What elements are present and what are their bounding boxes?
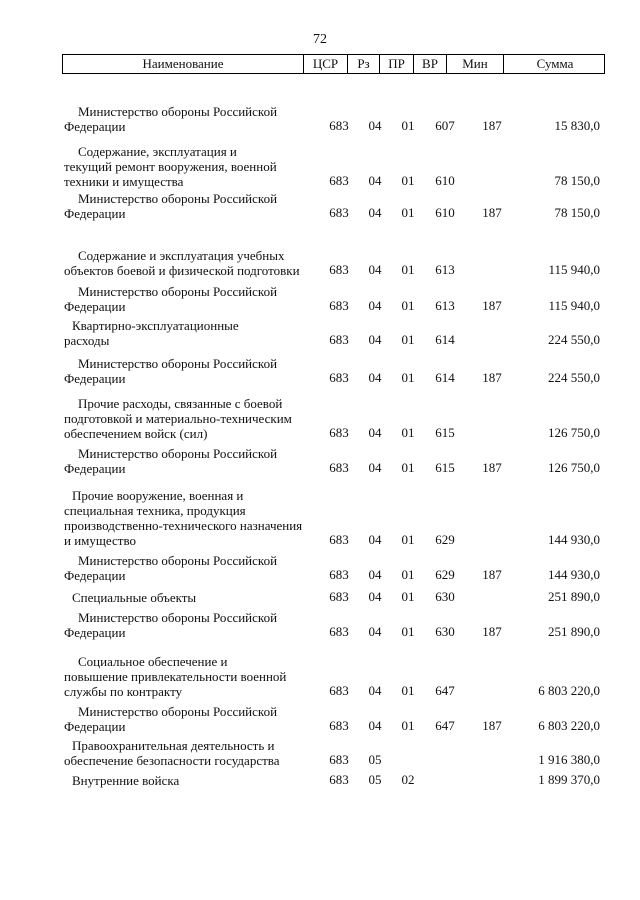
row-name-first-line: Специальные объекты — [72, 590, 197, 605]
table-row — [0, 96, 640, 134]
cell-rz: 04 — [368, 718, 382, 733]
row-name — [64, 356, 306, 386]
cell-rz: 05 — [368, 772, 382, 787]
cell-csr: 683 — [329, 460, 349, 475]
cell-csr: 683 — [329, 298, 349, 313]
cell-vr: 607 — [435, 118, 455, 133]
row-name-first-line: Министерство обороны Российской — [78, 191, 278, 206]
table-row — [0, 314, 640, 348]
row-name — [64, 488, 306, 548]
table-row — [0, 583, 640, 605]
cell-sum: 6 803 220,0 — [538, 683, 600, 698]
cell-csr: 683 — [329, 624, 349, 639]
cell-sum: 126 750,0 — [548, 460, 600, 475]
cell-vr: 615 — [435, 460, 455, 475]
cell-min: 187 — [482, 718, 502, 733]
row-name-rest: Федерации — [64, 719, 126, 734]
cell-csr: 683 — [329, 532, 349, 547]
cell-pr: 01 — [401, 205, 415, 220]
table-row — [0, 440, 640, 476]
row-name — [64, 704, 306, 734]
cell-vr: 647 — [435, 718, 455, 733]
cell-sum: 78 150,0 — [554, 173, 600, 188]
cell-vr: 629 — [435, 532, 455, 547]
row-name-first-line: Министерство обороны Российской — [78, 356, 278, 371]
cell-pr: 01 — [401, 683, 415, 698]
row-name — [64, 104, 306, 134]
cell-pr: 01 — [401, 298, 415, 313]
cell-vr: 647 — [435, 683, 455, 698]
cell-sum: 1 899 370,0 — [538, 772, 600, 787]
cell-rz: 04 — [368, 118, 382, 133]
cell-pr: 01 — [401, 589, 415, 604]
cell-pr: 01 — [401, 262, 415, 277]
cell-vr: 610 — [435, 205, 455, 220]
cell-vr — [428, 772, 462, 788]
row-name-first-line: Содержание, эксплуатация и — [78, 144, 237, 159]
header-min: Мин — [447, 55, 504, 73]
cell-vr: 614 — [435, 332, 455, 347]
cell-pr: 01 — [401, 332, 415, 347]
cell-csr: 683 — [329, 332, 349, 347]
row-name — [64, 773, 306, 788]
cell-csr: 683 — [329, 262, 349, 277]
row-name-rest: Федерации — [64, 206, 126, 221]
header-csr: ЦСР — [304, 55, 348, 73]
table-header — [62, 54, 605, 74]
row-name-rest: Федерации — [64, 299, 126, 314]
row-name-rest: повышение привлекательности военной службы по контракту — [64, 669, 287, 699]
cell-vr: 613 — [435, 262, 455, 277]
cell-min: 187 — [482, 118, 502, 133]
cell-csr: 683 — [329, 173, 349, 188]
table-row — [0, 644, 640, 699]
cell-sum: 78 150,0 — [554, 205, 600, 220]
row-name — [64, 396, 306, 441]
page-number: 72 — [313, 32, 327, 47]
table-row — [0, 227, 640, 278]
row-name-first-line: Содержание и эксплуатация учебных — [78, 248, 285, 263]
cell-rz: 04 — [368, 460, 382, 475]
row-name — [64, 284, 306, 314]
row-name — [64, 191, 306, 221]
row-name-rest: Федерации — [64, 119, 126, 134]
cell-csr: 683 — [329, 370, 349, 385]
cell-min: 187 — [482, 460, 502, 475]
row-name — [64, 610, 306, 640]
row-name-first-line: Министерство обороны Российской — [78, 610, 278, 625]
cell-vr: 615 — [435, 425, 455, 440]
cell-pr: 01 — [401, 532, 415, 547]
cell-sum: 115 940,0 — [548, 262, 600, 277]
header-name: Наименование — [63, 55, 304, 73]
cell-sum: 6 803 220,0 — [538, 718, 600, 733]
cell-rz: 04 — [368, 370, 382, 385]
cell-min: 187 — [482, 370, 502, 385]
table-row — [0, 390, 640, 441]
header-vr: ВР — [414, 55, 447, 73]
row-name-first-line: Социальное обеспечение и — [78, 654, 228, 669]
cell-csr: 683 — [329, 772, 349, 787]
table-row — [0, 138, 640, 189]
cell-pr: 02 — [401, 772, 415, 787]
cell-csr: 683 — [329, 589, 349, 604]
cell-sum: 126 750,0 — [548, 425, 600, 440]
cell-csr: 683 — [329, 683, 349, 698]
row-name-rest: расходы — [64, 333, 110, 348]
cell-sum: 1 916 380,0 — [538, 752, 600, 767]
cell-min: 187 — [482, 567, 502, 582]
row-name-rest: Федерации — [64, 461, 126, 476]
cell-min: 187 — [482, 205, 502, 220]
cell-rz: 04 — [368, 332, 382, 347]
row-name-first-line: Министерство обороны Российской — [78, 446, 278, 461]
cell-pr: 01 — [401, 118, 415, 133]
row-name-first-line: Министерство обороны Российской — [78, 104, 278, 119]
cell-vr: 630 — [435, 624, 455, 639]
row-name — [64, 553, 306, 583]
cell-vr: 610 — [435, 173, 455, 188]
header-pr: ПР — [380, 55, 414, 73]
header-sum: Сумма — [536, 56, 574, 71]
cell-rz: 04 — [368, 567, 382, 582]
cell-rz: 04 — [368, 298, 382, 313]
cell-rz: 05 — [368, 752, 382, 767]
row-name-rest: Федерации — [64, 625, 126, 640]
cell-vr: 613 — [435, 298, 455, 313]
cell-csr: 683 — [329, 425, 349, 440]
row-name-rest: Федерации — [64, 568, 126, 583]
cell-csr: 683 — [329, 567, 349, 582]
table-row — [0, 732, 640, 768]
row-name — [64, 654, 306, 699]
row-name-first-line: Прочие вооружение, военная и — [72, 488, 244, 503]
cell-rz: 04 — [368, 624, 382, 639]
cell-rz: 04 — [368, 532, 382, 547]
cell-sum: 144 930,0 — [548, 532, 600, 547]
cell-pr: 01 — [401, 567, 415, 582]
cell-pr: 01 — [401, 370, 415, 385]
cell-sum: 15 830,0 — [554, 118, 600, 133]
cell-rz: 04 — [368, 173, 382, 188]
row-name-first-line: Прочие расходы, связанные с боевой — [78, 396, 283, 411]
table-row — [0, 480, 640, 548]
cell-pr: 01 — [401, 173, 415, 188]
row-name-rest: текущий ремонт вооружения, военной техники и имущества — [64, 159, 277, 189]
row-name — [64, 248, 306, 278]
row-name-rest: обеспечение безопасности государства — [64, 753, 280, 768]
row-name-rest: Федерации — [64, 371, 126, 386]
cell-sum: 224 550,0 — [548, 370, 600, 385]
cell-pr: 01 — [401, 718, 415, 733]
table-row — [0, 187, 640, 221]
header-rz: Рз — [348, 55, 380, 73]
cell-rz: 04 — [368, 425, 382, 440]
row-name — [64, 446, 306, 476]
cell-csr: 683 — [329, 752, 349, 767]
cell-pr: 01 — [401, 425, 415, 440]
cell-sum: 224 550,0 — [548, 332, 600, 347]
row-name-first-line: Министерство обороны Российской — [78, 284, 278, 299]
row-name — [64, 318, 306, 348]
table-row — [0, 603, 640, 640]
cell-min: 187 — [482, 298, 502, 313]
row-name-first-line: Министерство обороны Российской — [78, 704, 278, 719]
row-name-rest: специальная техника, продукция производственно-технического назначения и имущество — [64, 503, 303, 548]
row-name-rest: объектов боевой и физической подготовки — [64, 263, 300, 278]
row-name-first-line: Правоохранительная деятельность и — [72, 738, 275, 753]
cell-vr: 614 — [435, 370, 455, 385]
table-row — [0, 350, 640, 386]
row-name — [64, 144, 306, 189]
cell-pr: 01 — [401, 460, 415, 475]
cell-sum: 251 890,0 — [548, 589, 600, 604]
row-name-rest: подготовкой и материально-техническим обеспечением войск (сил) — [64, 411, 292, 441]
cell-vr: 629 — [435, 567, 455, 582]
row-name-first-line: Квартирно-эксплуатационные — [72, 318, 239, 333]
cell-csr: 683 — [329, 118, 349, 133]
row-name-first-line: Внутренние войска — [72, 773, 180, 788]
cell-sum: 251 890,0 — [548, 624, 600, 639]
cell-rz: 04 — [368, 262, 382, 277]
table-row — [0, 764, 640, 788]
cell-pr: 01 — [401, 624, 415, 639]
cell-sum: 115 940,0 — [548, 298, 600, 313]
cell-vr: 630 — [435, 589, 455, 604]
table-row — [0, 280, 640, 314]
cell-min: 187 — [482, 624, 502, 639]
cell-sum: 144 930,0 — [548, 567, 600, 582]
cell-rz: 04 — [368, 589, 382, 604]
cell-rz: 04 — [368, 205, 382, 220]
table-row — [0, 697, 640, 734]
cell-rz: 04 — [368, 683, 382, 698]
cell-csr: 683 — [329, 205, 349, 220]
cell-csr: 683 — [329, 718, 349, 733]
table-row — [0, 548, 640, 583]
row-name-first-line: Министерство обороны Российской — [78, 553, 278, 568]
